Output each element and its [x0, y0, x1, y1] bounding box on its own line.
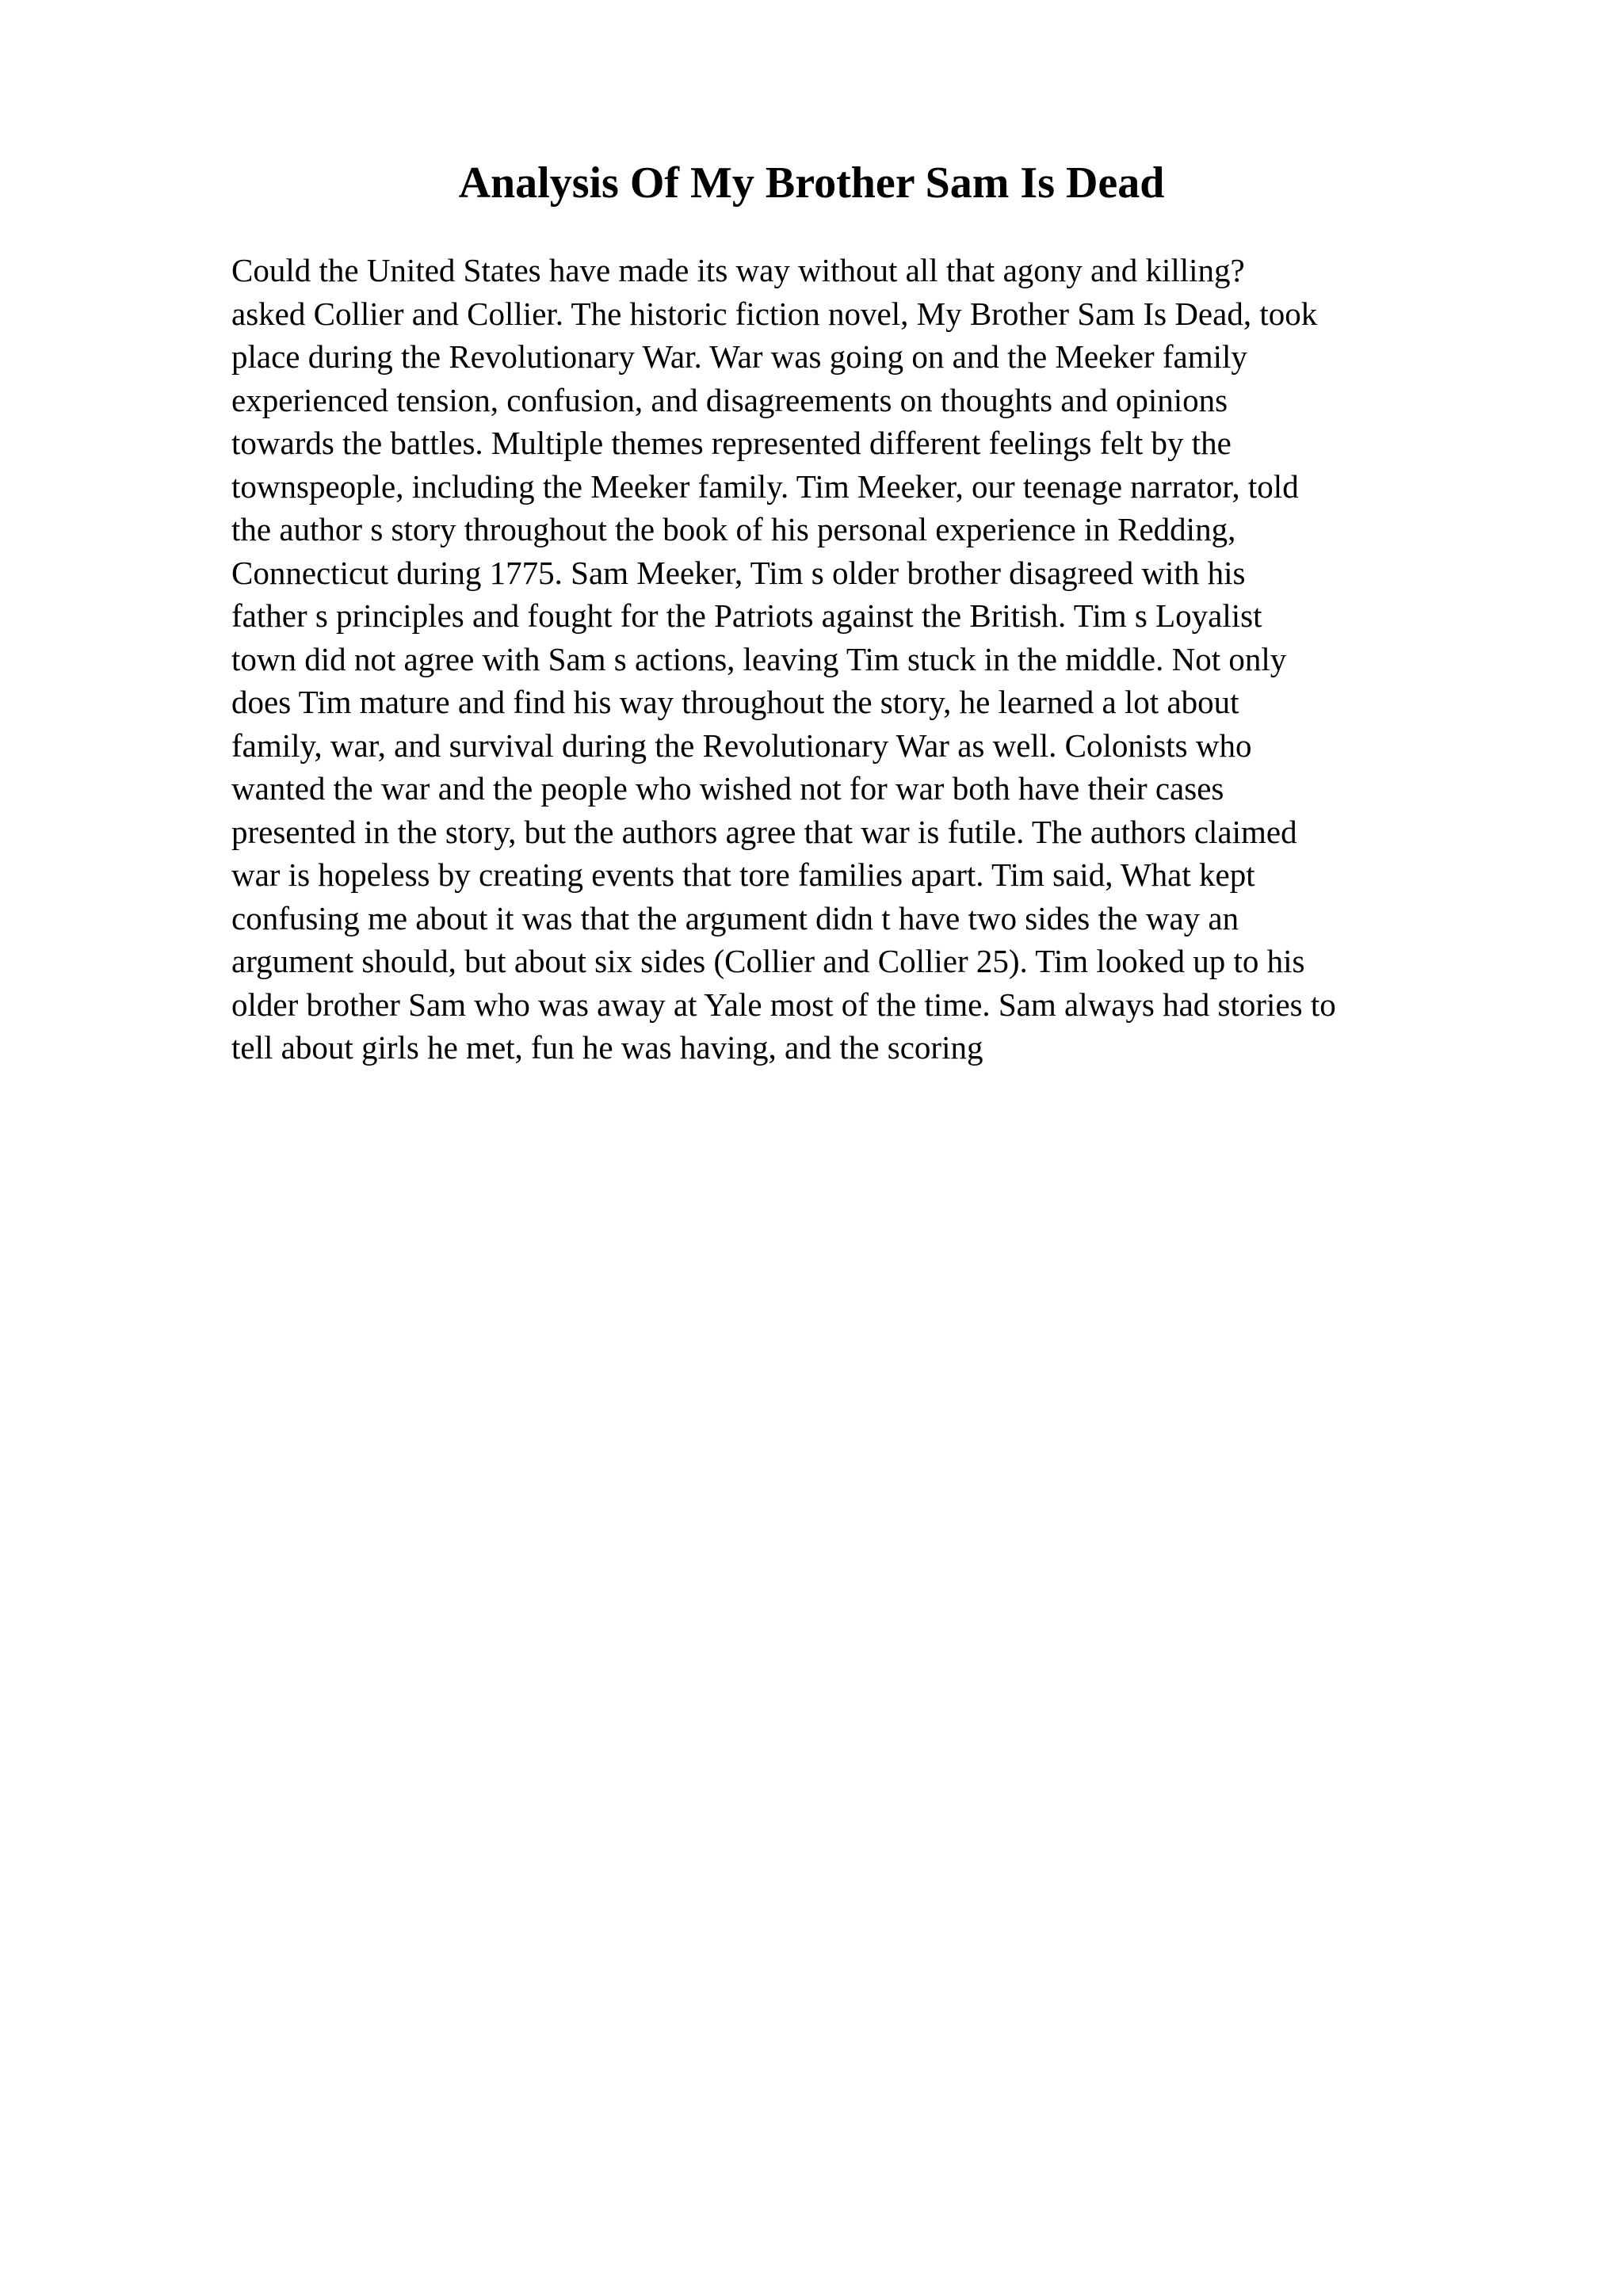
text-line: the author s story throughout the book of his personal experience in Redding, [231, 511, 1236, 547]
text-line: experienced tension, confusion, and disagreements on thoughts and opinions [231, 381, 1228, 418]
text-line: presented in the story, but the authors agree that war is futile. The authors claimed [231, 813, 1297, 850]
text-line: tell about girls he met, fun he was having, and the scoring [231, 1029, 983, 1066]
document-title: Analysis Of My Brother Sam Is Dead [458, 158, 1165, 208]
text-line: family, war, and survival during the Revolutionary War as well. Colonists who [231, 727, 1252, 764]
body-paragraph [231, 249, 1515, 1070]
text-line: place during the Revolutionary War. War was going on and the Meeker family [231, 338, 1247, 375]
text-line: wanted the war and the people who wished not for war both have their cases [231, 770, 1224, 807]
text-line: town did not agree with Sam s actions, leaving Tim stuck in the middle. Not only [231, 640, 1287, 677]
text-line: does Tim mature and find his way throughout the story, he learned a lot about [231, 684, 1239, 720]
text-line: Connecticut during 1775. Sam Meeker, Tim s older brother disagreed with his [231, 554, 1246, 591]
text-line: father s principles and fought for the Patriots against the British. Tim s Loyalist [231, 597, 1262, 634]
text-line: towards the battles. Multiple themes represented different feelings felt by the [231, 425, 1232, 461]
text-line: townspeople, including the Meeker family. Tim Meeker, our teenage narrator, told [231, 467, 1299, 505]
text-line: war is hopeless by creating events that tore families apart. Tim said, What kept [231, 856, 1255, 893]
text-line: confusing me about it was that the argument didn t have two sides the way an [231, 899, 1239, 936]
text-line: asked Collier and Collier. The historic fiction novel, My Brother Sam Is Dead, took [231, 295, 1318, 332]
text-line: Could the United States have made its way without all that agony and killing? [231, 252, 1245, 288]
text-line: older brother Sam who was away at Yale most of the time. Sam always had stories to [231, 986, 1336, 1023]
text-line: argument should, but about six sides (Collier and Collier 25). Tim looked up to his [231, 943, 1305, 979]
